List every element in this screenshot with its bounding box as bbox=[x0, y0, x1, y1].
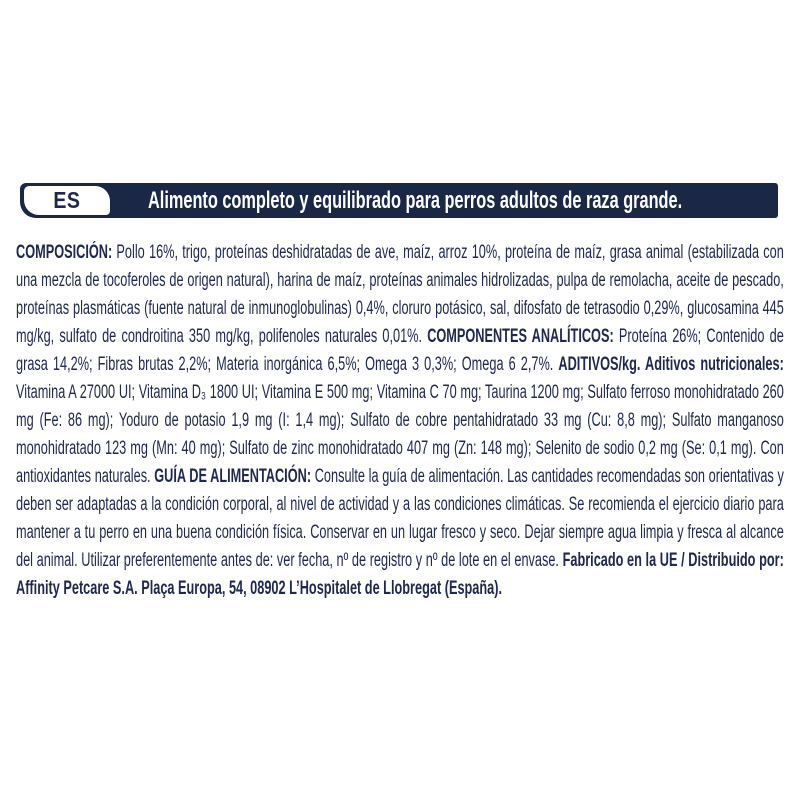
feeding-guide-text: Consulte la guía de alimentación. Las cantidades recomendadas son orientativas y deben ser adaptadas a la condición corporal, al nivel de actividad y a las condiciones climáticas. Se recomienda el ejercicio diario para mantener a tu perro en una buena condición física. Conservar en un lugar fresco y seco. Dejar siempre agua limpia y fresca al alcance del animal. Utilizar preferentemente antes de: ver fecha, nº de registro y nº de lote en el envase. bbox=[16, 466, 784, 571]
composition-heading: COMPOSICIÓN: bbox=[16, 242, 113, 263]
language-tab bbox=[24, 186, 110, 215]
analytical-components-heading: COMPONENTES ANALÍTICOS: bbox=[427, 326, 614, 347]
composition-text: Pollo 16%, trigo, proteínas deshidratadas de ave, maíz, arroz 10%, proteína de maíz, grasa animal (estabilizada con una mezcla de tocoferoles de origen natural), harina de maíz, proteínas animales hidrolizadas, pulpa de remolacha, aceite de pescado, proteínas plasmáticas (fuente natural de inmunoglobulinas) 0,4%, cloruro potásico, sal, difosfato de tetrasodio 0,29%, glucosamina 445 mg/kg, sulfato de condroitina 350 mg/kg, polifenoles naturales 0,01%. bbox=[16, 242, 784, 347]
header-title: Alimento completo y equilibrado para perros adultos de raza grande. bbox=[148, 186, 683, 214]
analytical-components-text: Proteína 26%; Contenido de grasa 14,2%; Fibras brutas 2,2%; Materia inorgánica 6,5%; Omega 3 0,3%; Omega 6 2,7%. bbox=[16, 326, 784, 375]
header-title-wrap bbox=[148, 183, 774, 218]
label-text bbox=[16, 239, 784, 603]
manufacturer-text: Fabricado en la UE / Distribuido por: Affinity Petcare S.A. Plaça Europa, 54, 08902 L’Hospitalet de Llobregat (España). bbox=[16, 550, 784, 599]
feeding-guide-heading: GUÍA DE ALIMENTACIÓN: bbox=[154, 466, 312, 487]
language-code-label: ES bbox=[53, 187, 81, 213]
additives-heading: ADITIVOS/kg. Aditivos nutricionales: bbox=[558, 354, 784, 375]
additives-text: Vitamina A 27000 UI; Vitamina D₃ 1800 UI; Vitamina E 500 mg; Vitamina C 70 mg; Taurina 1200 mg; Sulfato ferroso monohidratado 260 mg (Fe: 86 mg); Yoduro de potasio 1,9 mg (I: 1,4 mg); Sulfato de cobre pentahidratado 33 mg (Cu: 8,8 mg); Sulfato manganoso monohidratado 123 mg (Mn: 40 mg); Sulfato de zinc monohidratado 407 mg (Zn: 148 mg); Selenito de sodio 0,2 mg (Se: 0,1 mg). Con antioxidantes naturales. bbox=[16, 382, 784, 487]
header-bar bbox=[20, 183, 778, 218]
